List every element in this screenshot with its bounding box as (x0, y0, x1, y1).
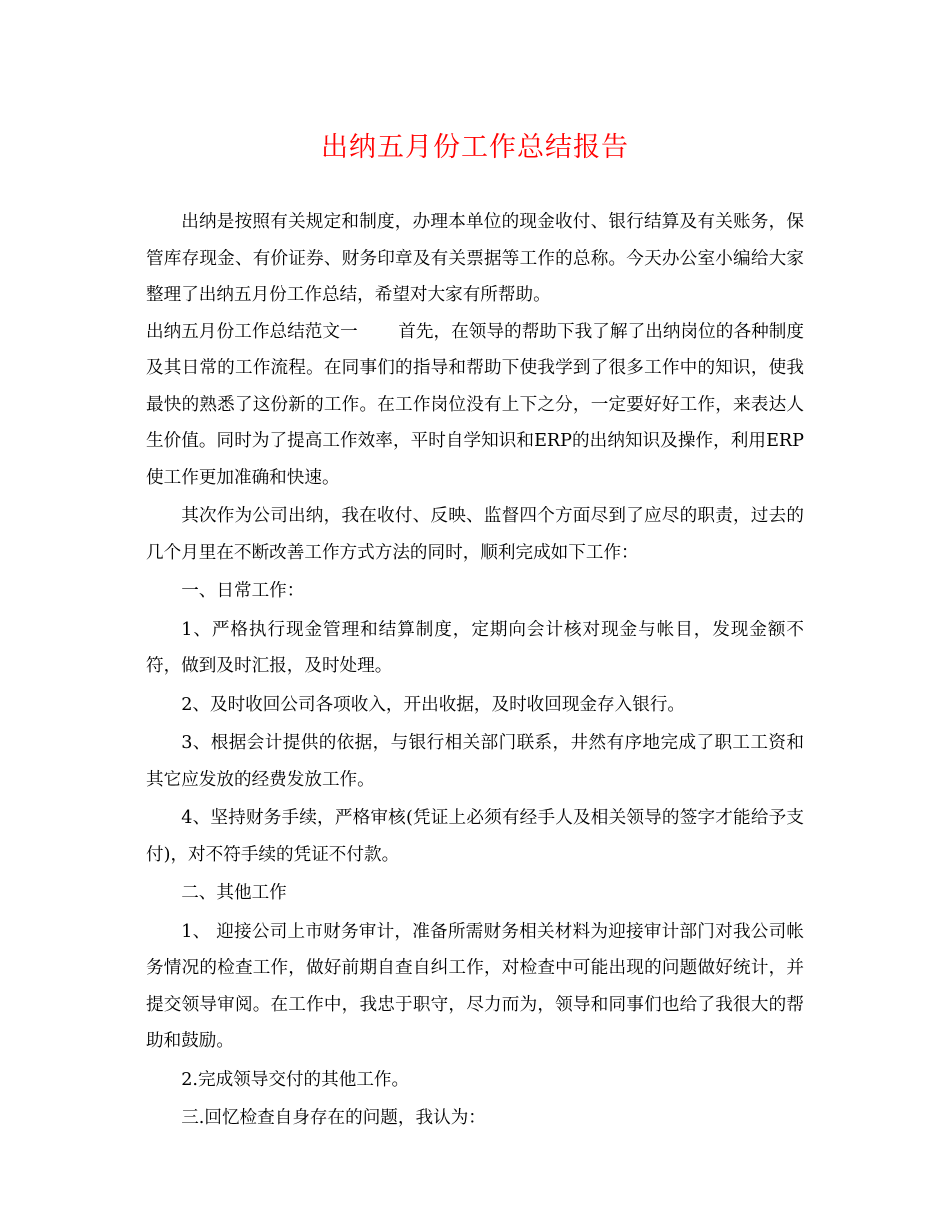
sample-paragraph (146, 314, 804, 497)
other-item-2: 2.完成领导交付的其他工作。 (181, 1069, 410, 1090)
daily-item-1: 1、严格执行现金管理和结算制度，定期向会计核对现金与帐目，发现金额不符，做到及时汇报，及时处理。 (146, 619, 804, 676)
other-work-heading: 二、其他工作 (181, 883, 287, 903)
daily-work-heading: 一、日常工作： (181, 581, 305, 601)
sample-heading: 出纳五月份工作总结范文一 (146, 321, 358, 342)
first-paragraph-text: 首先，在领导的帮助下我了解了出纳岗位的各种制度及其日常的工作流程。在同事们的指导和帮助下使我学到了很多工作中的知识，使我最快的熟悉了这份新的工作。在工作岗位没有上下之分，一定要好好工作，来表达人生价值。同时为了提高工作效率，平时自学知识和ERP的出纳知识及操作，利用ERP使工作更加准确和快速。 (146, 321, 804, 488)
document-title: 出纳五月份工作总结报告 (321, 132, 629, 163)
daily-item-4: 4、坚持财务手续，严格审核(凭证上必须有经手人及相关领导的签字才能给予支付)，对不符手续的凭证不付款。 (146, 808, 804, 865)
document-body (146, 204, 804, 1137)
second-paragraph: 其次作为公司出纳，我在收付、反映、监督四个方面尽到了应尽的职责，过去的几个月里在不断改善工作方式方法的同时，顺利完成如下工作： (146, 506, 804, 563)
review-heading: 三.回忆检查自身存在的问题，我认为： (181, 1108, 486, 1128)
intro-paragraph: 出纳是按照有关规定和制度，办理本单位的现金收付、银行结算及有关账务，保管库存现金、有价证券、财务印章及有关票据等工作的总称。今天办公室小编给大家整理了出纳五月份工作总结，希望对大家有所帮助。 (146, 212, 804, 305)
other-item-1: 1、 迎接公司上市财务审计，准备所需财务相关材料为迎接审计部门对我公司帐务情况的检查工作，做好前期自查自纠工作，对检查中可能出现的问题做好统计，并提交领导审阅。在工作中，我忠于职守，尽力而为，领导和同事们也给了我很大的帮助和鼓励。 (146, 921, 804, 1051)
daily-item-2: 2、及时收回公司各项收入，开出收据，及时收回现金存入银行。 (181, 694, 686, 715)
daily-item-3: 3、根据会计提供的依据，与银行相关部门联系，井然有序地完成了职工工资和其它应发放的经费发放工作。 (146, 733, 804, 790)
